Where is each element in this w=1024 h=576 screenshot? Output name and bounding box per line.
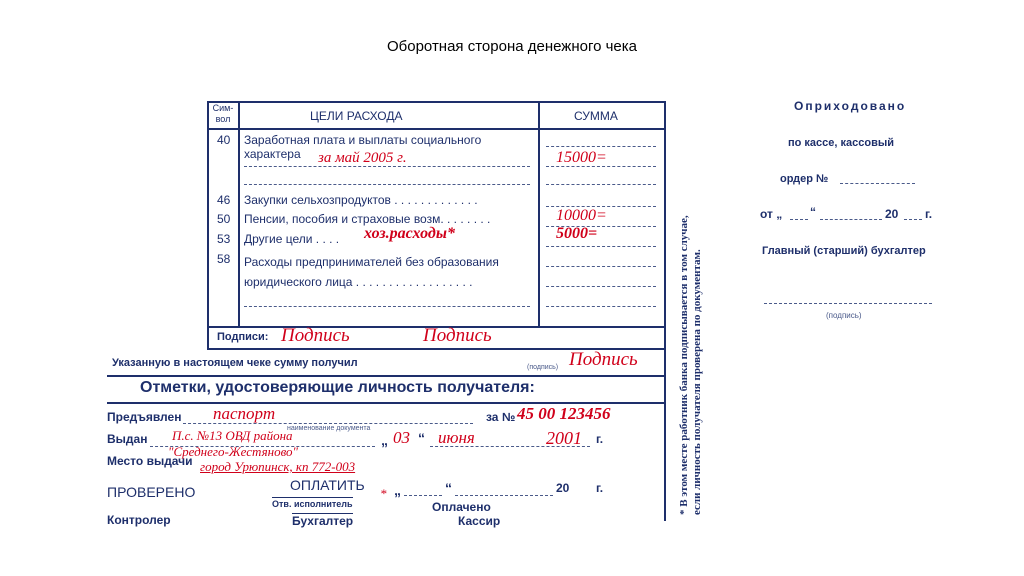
dash-line <box>546 286 656 287</box>
year-suffix: г. <box>596 481 604 495</box>
table-col2-border <box>538 101 540 327</box>
received-signature: Подпись <box>569 349 638 370</box>
place-value: "Среднего-Жестяново" <box>168 444 299 459</box>
row-code: 58 <box>217 252 231 266</box>
place-label: Место выдачи <box>107 454 193 468</box>
identity-heading: Отметки, удостоверяющие личность получателя: <box>140 379 535 396</box>
year-suffix: г. <box>925 207 933 221</box>
dash-line <box>546 266 656 267</box>
dash-line <box>840 183 915 184</box>
doc-sub: наименование документа <box>287 425 371 432</box>
checked-label: ПРОВЕРЕНО <box>107 484 196 500</box>
quote-open: „ <box>394 482 401 498</box>
posted-label: Оприходовано <box>794 99 907 113</box>
dash-line <box>244 306 530 307</box>
dash-line <box>455 495 553 496</box>
pay-label: ОПЛАТИТЬ <box>290 477 365 493</box>
sum-value: 15000= <box>556 149 607 166</box>
received-sub: (подпись) <box>527 364 559 371</box>
dash-line <box>904 219 922 220</box>
issued-value: П.с. №13 ОВД района <box>172 428 293 443</box>
number-label: за № <box>486 410 516 424</box>
signature: Подпись <box>281 325 350 346</box>
year: 20 <box>556 481 570 495</box>
dash-line <box>790 219 808 220</box>
chief-accountant-label: Главный (старший) бухгалтер <box>762 245 926 257</box>
paid-label: Оплачено <box>432 500 491 514</box>
col-symbol-header: Сим- вол <box>212 103 234 124</box>
row-text: Расходы предпринимателей без образования юридического лица . . . . . . . . . . . . . . . . . . <box>244 255 499 289</box>
sum-value: 5000= <box>556 225 598 242</box>
section-border <box>107 375 665 377</box>
handwritten-other-purpose: хоз.расходы* <box>364 225 455 242</box>
presented-label: Предъявлен <box>107 410 182 424</box>
side-note <box>678 135 704 515</box>
year: 20 <box>885 207 899 221</box>
number-value: 45 00 123456 <box>517 404 611 423</box>
controller-label: Контролер <box>107 513 171 527</box>
from-label: от „ <box>760 207 783 221</box>
cashbook-label: по кассе, кассовый <box>788 137 895 149</box>
cashier-label: Кассир <box>458 514 501 528</box>
quote-close: “ <box>810 205 816 219</box>
dash-line <box>820 219 882 220</box>
signature: Подпись <box>423 325 492 346</box>
col-purpose-header: ЦЕЛИ РАСХОДА <box>310 109 403 123</box>
dash-line <box>244 184 530 185</box>
sign-sub: (подпись) <box>826 311 862 320</box>
col-sum-header: СУММА <box>574 109 618 123</box>
received-label: Указанную в настоящем чеке сумму получил <box>112 357 358 369</box>
table-header-border <box>207 128 665 130</box>
dash-line <box>546 146 656 147</box>
table-left-border <box>207 101 209 349</box>
table-top-border <box>207 101 665 103</box>
row-text: Пенсии, пособия и страховые возм. . . . . . . . <box>244 212 491 226</box>
issued-label: Выдан <box>107 432 148 446</box>
signatures-label: Подписи: <box>217 331 269 343</box>
responsible-label: Отв. исполнитель <box>272 499 353 509</box>
signature-line <box>764 303 932 304</box>
date-month: июня <box>438 428 475 447</box>
row-code: 46 <box>217 193 231 207</box>
check-right-border <box>664 101 666 521</box>
sum-value: 10000= <box>556 207 607 224</box>
order-label: ордер № <box>780 173 829 185</box>
table-col1-border <box>238 101 240 327</box>
date-quote: „ <box>381 432 388 448</box>
row-text: Закупки сельхозпродуктов . . . . . . . . . . . . . <box>244 193 478 207</box>
handwritten-salary-period: за май 2005 г. <box>318 150 407 166</box>
date-year: 2001 <box>546 428 582 448</box>
row-text: Другие цели . . . . <box>244 232 340 246</box>
presented-value: паспорт <box>213 404 276 423</box>
side-note-text: * В этом месте работник банка подписывается в том случае, если личность получателя проверена по документам. <box>678 215 703 515</box>
quote-close: “ <box>445 480 452 496</box>
row-text: Заработная плата и выплаты социального характера <box>244 133 482 161</box>
dash-line <box>546 306 656 307</box>
year-suffix: г. <box>596 432 604 446</box>
star-mark: * <box>380 486 387 501</box>
date-day: 03 <box>393 428 410 447</box>
place-value: город Урюпинск, кп 772-003 <box>200 459 356 474</box>
row-code: 40 <box>217 133 231 147</box>
dash-line <box>546 246 656 247</box>
row-code: 53 <box>217 232 231 246</box>
accountant-label: Бухгалтер <box>292 514 354 528</box>
dash-line <box>404 495 442 496</box>
dash-line <box>546 184 656 185</box>
date-quote: “ <box>418 430 425 446</box>
row-code: 50 <box>217 212 231 226</box>
page-title: Оборотная сторона денежного чека <box>386 38 638 55</box>
